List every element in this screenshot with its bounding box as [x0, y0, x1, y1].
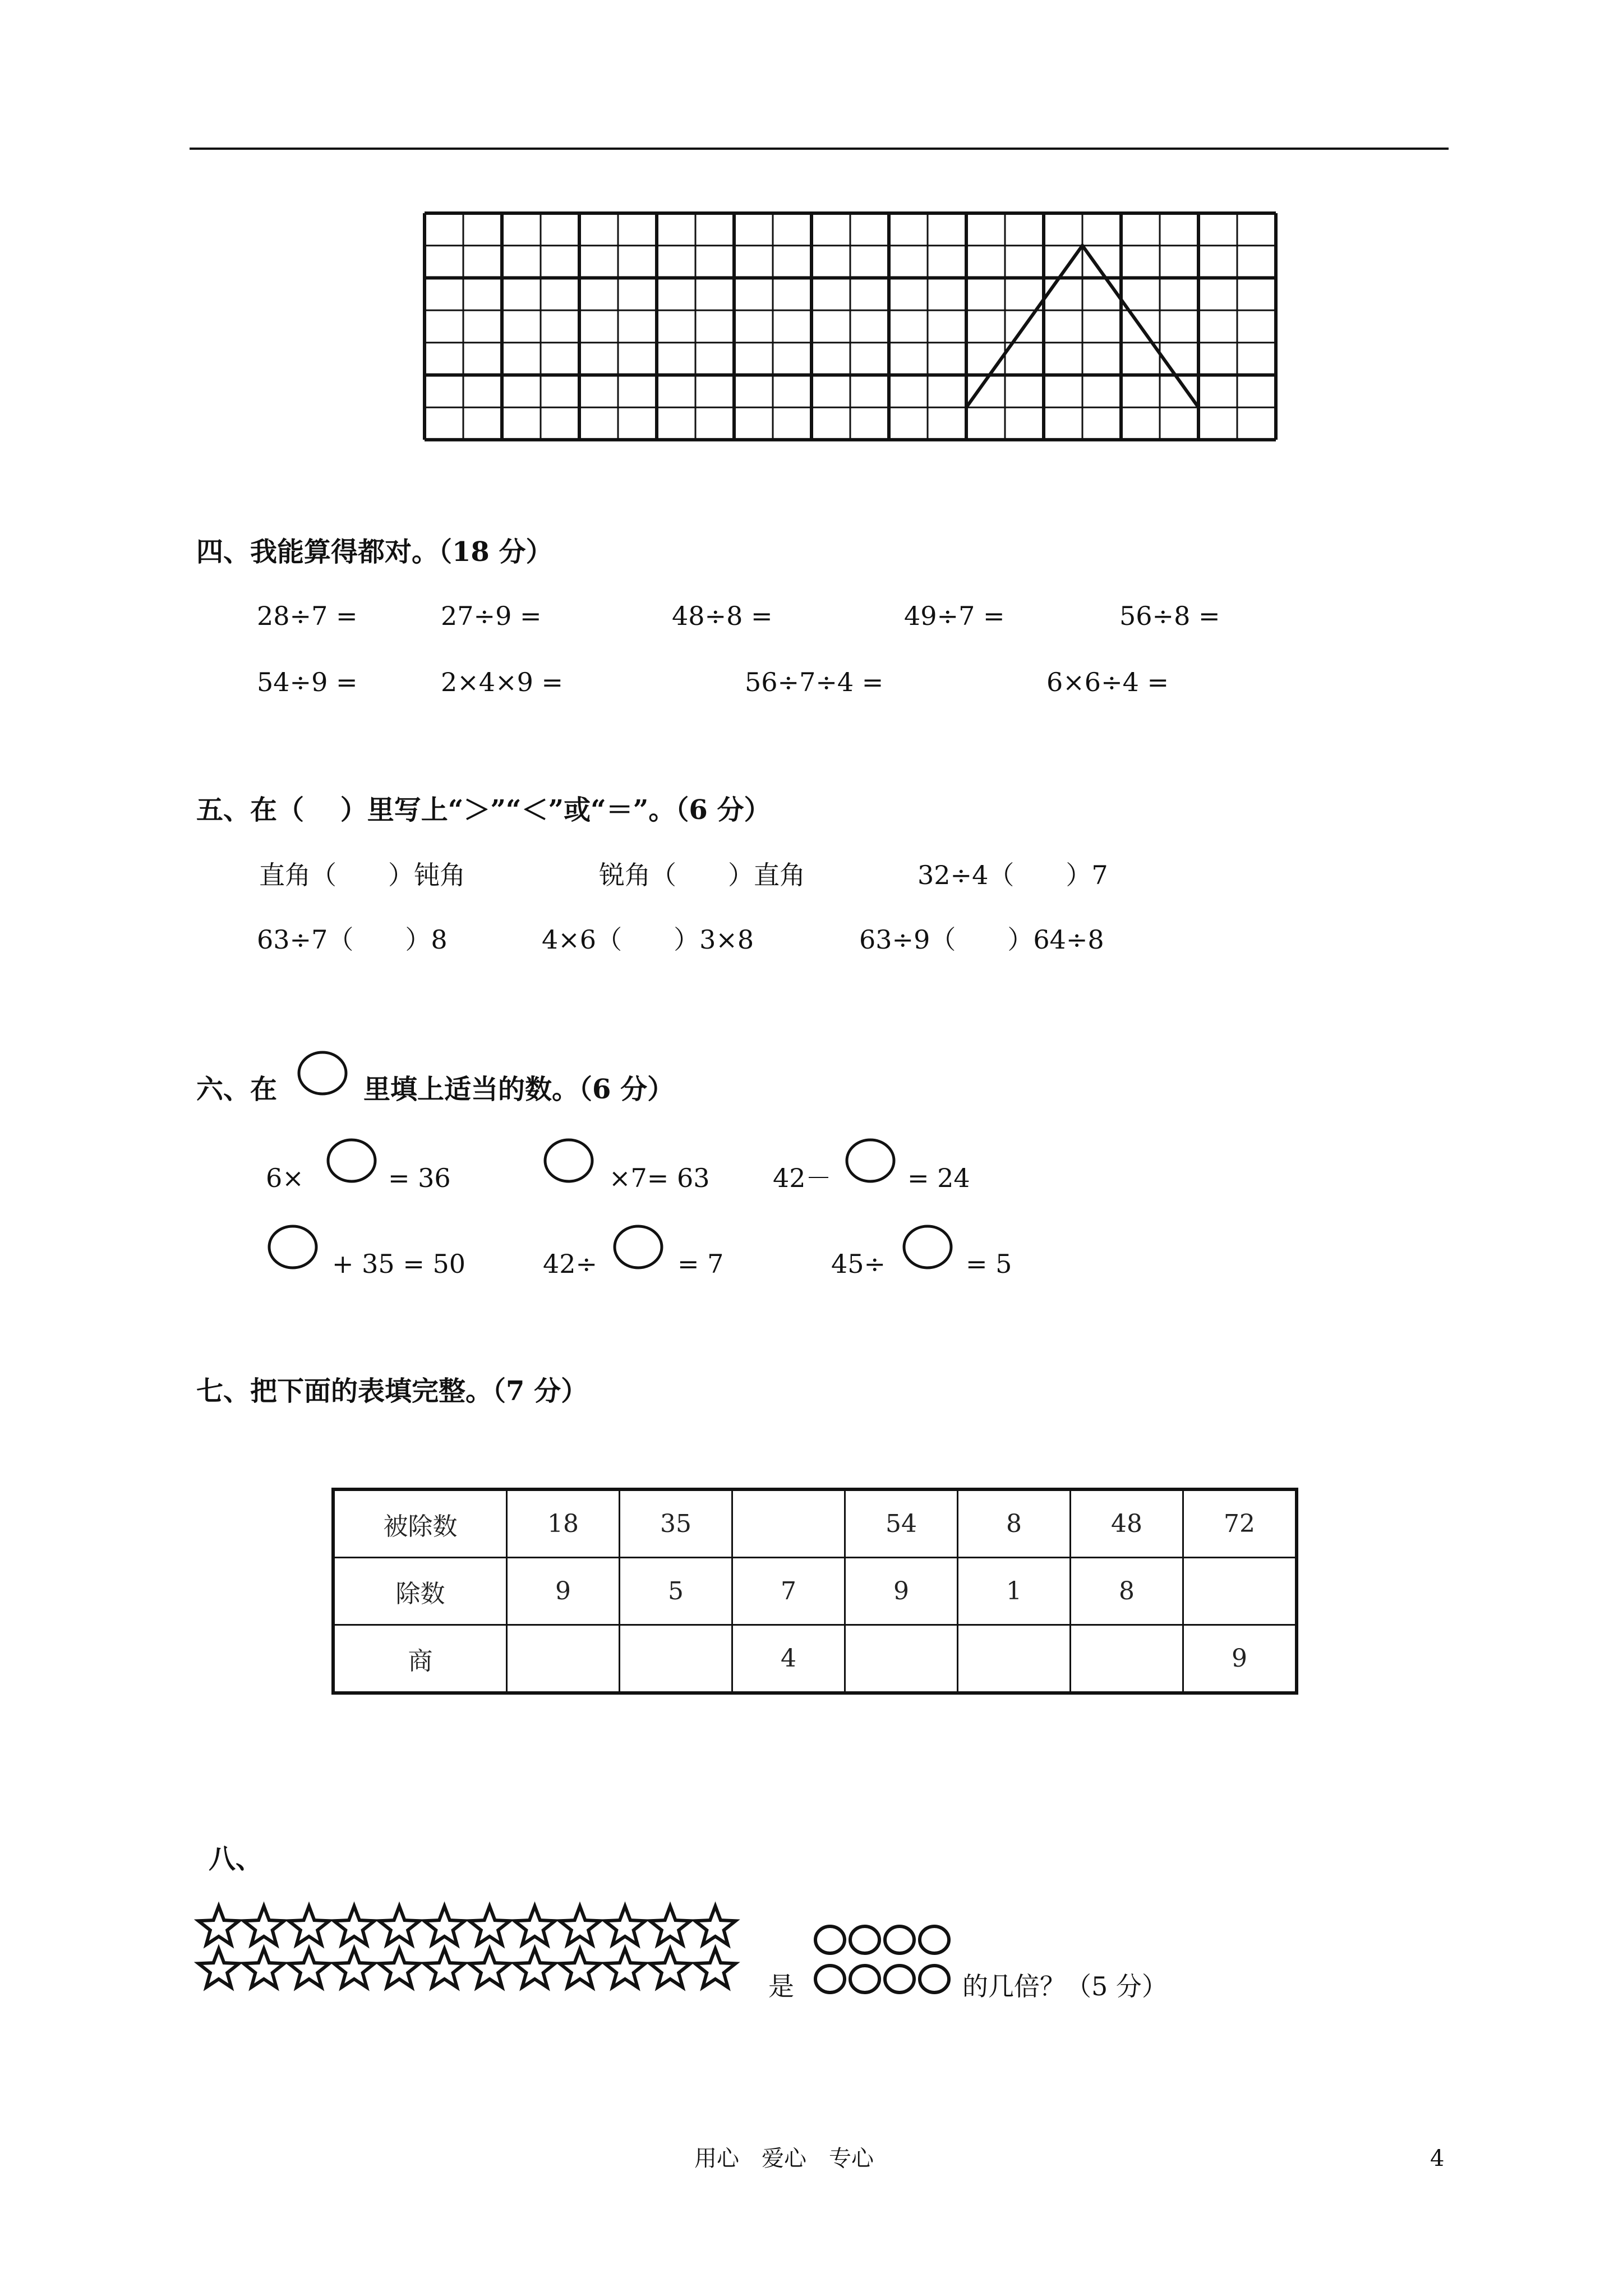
- star-icon: [289, 1906, 329, 1945]
- star-icon: [560, 1906, 600, 1945]
- fill-after: = 36: [388, 1163, 451, 1193]
- table-cell[interactable]: [507, 1625, 620, 1694]
- star-icon: [379, 1949, 419, 1987]
- section6-title-suffix: 里填上适当的数。（6 分）: [363, 1074, 675, 1105]
- star-icon: [243, 1949, 284, 1987]
- table-cell: 8: [958, 1489, 1071, 1558]
- calc-item: 6×6÷4 =: [1046, 667, 1169, 697]
- table-row: [333, 1625, 1297, 1694]
- table-cell: 9: [507, 1558, 620, 1625]
- star-icon: [199, 1949, 239, 1987]
- section7-title: 七、把下面的表填完整。（7 分）: [196, 1375, 588, 1407]
- fill-after: + 35 = 50: [332, 1249, 466, 1279]
- table-cell[interactable]: [1071, 1625, 1183, 1694]
- star-icon: [243, 1906, 284, 1945]
- calc-item: 48÷8 =: [672, 601, 773, 631]
- blank-circle-icon[interactable]: [901, 1223, 955, 1271]
- calc-item: 2×4×9 =: [441, 667, 564, 697]
- footer-text: 用心 爱心 专心: [694, 2146, 874, 2171]
- circle-icon: [920, 1966, 949, 1993]
- calc-item: 27÷9 =: [441, 601, 542, 631]
- table-cell: 4: [732, 1625, 845, 1694]
- division-table: [331, 1488, 1298, 1695]
- star-icon: [199, 1906, 239, 1945]
- circle-icon: [885, 1966, 914, 1993]
- fill-before: 42－: [773, 1163, 832, 1193]
- compare-item: 63÷7（ ）8: [257, 924, 448, 955]
- table-row: [333, 1489, 1297, 1558]
- star-icon: [424, 1906, 464, 1945]
- star-icon: [334, 1949, 374, 1987]
- table-cell: 商: [333, 1625, 507, 1694]
- calc-item: 56÷7÷4 =: [745, 667, 884, 697]
- star-icon: [289, 1949, 329, 1987]
- fill-before: 6×: [266, 1163, 304, 1193]
- stars-group: [196, 1903, 757, 2004]
- calc-item: 49÷7 =: [904, 601, 1005, 631]
- section5-title: 五、在（ ）里写上“＞”“＜”或“＝”。（6 分）: [196, 794, 771, 826]
- compare-item: 锐角（ ）直角: [599, 860, 805, 890]
- table-cell: 除数: [333, 1558, 507, 1625]
- section6-title-prefix: 六、在: [196, 1074, 278, 1105]
- table-cell[interactable]: [845, 1625, 958, 1694]
- compare-item: 32÷4（ ）7: [917, 860, 1108, 890]
- star-icon: [514, 1906, 555, 1945]
- question-text: 的几倍？（5 分）: [962, 1971, 1168, 2001]
- grid-figure: [0, 0, 1623, 505]
- table-cell: 72: [1183, 1489, 1297, 1558]
- circle-icon: [850, 1966, 879, 1993]
- table-cell: 7: [732, 1558, 845, 1625]
- title-circle-icon: [296, 1049, 349, 1097]
- circle-icon: [815, 1926, 845, 1953]
- star-icon: [605, 1906, 645, 1945]
- blank-circle-icon[interactable]: [843, 1137, 897, 1185]
- section8-title: 八、: [209, 1843, 263, 1875]
- table-cell[interactable]: [1183, 1558, 1297, 1625]
- fill-before: 45÷: [831, 1249, 886, 1279]
- connector-text: 是: [768, 1971, 794, 2001]
- table-cell: 48: [1071, 1489, 1183, 1558]
- calc-item: 54÷9 =: [257, 667, 358, 697]
- calc-item: 56÷8 =: [1119, 601, 1220, 631]
- table-cell: 被除数: [333, 1489, 507, 1558]
- table-cell: 54: [845, 1489, 958, 1558]
- table-cell: 9: [1183, 1625, 1297, 1694]
- blank-circle-icon[interactable]: [325, 1137, 379, 1185]
- fill-after: = 7: [677, 1249, 724, 1279]
- circle-icon: [885, 1926, 914, 1953]
- fill-after: ×7= 63: [609, 1163, 710, 1193]
- table-cell: 5: [620, 1558, 732, 1625]
- fill-after: = 5: [966, 1249, 1012, 1279]
- page-number: 4: [1430, 2146, 1445, 2171]
- table-cell: 1: [958, 1558, 1071, 1625]
- star-icon: [334, 1906, 374, 1945]
- fill-before: 42÷: [543, 1249, 598, 1279]
- star-icon: [560, 1949, 600, 1987]
- star-icon: [650, 1906, 690, 1945]
- star-icon: [379, 1906, 419, 1945]
- circle-icon: [815, 1966, 845, 1993]
- table-cell[interactable]: [958, 1625, 1071, 1694]
- blank-circle-icon[interactable]: [266, 1223, 320, 1271]
- table-row: [333, 1558, 1297, 1625]
- table-cell: 8: [1071, 1558, 1183, 1625]
- star-icon: [469, 1949, 510, 1987]
- compare-item: 63÷9（ ）64÷8: [859, 924, 1104, 955]
- table-cell: 35: [620, 1489, 732, 1558]
- star-icon: [650, 1949, 690, 1987]
- section4-title: 四、我能算得都对。（18 分）: [196, 536, 553, 568]
- star-icon: [695, 1906, 735, 1945]
- blank-circle-icon[interactable]: [542, 1137, 596, 1185]
- compare-item: 直角（ ）钝角: [259, 860, 465, 890]
- circles-group: [812, 1918, 969, 2003]
- table-cell[interactable]: [620, 1625, 732, 1694]
- star-icon: [514, 1949, 555, 1987]
- compare-item: 4×6（ ）3×8: [542, 924, 754, 955]
- star-icon: [695, 1949, 735, 1987]
- circle-icon: [850, 1926, 879, 1953]
- table-cell: 9: [845, 1558, 958, 1625]
- circle-icon: [920, 1926, 949, 1953]
- table-cell: 18: [507, 1489, 620, 1558]
- table-cell[interactable]: [732, 1489, 845, 1558]
- star-icon: [605, 1949, 645, 1987]
- star-icon: [424, 1949, 464, 1987]
- calc-item: 28÷7 =: [257, 601, 358, 631]
- blank-circle-icon[interactable]: [611, 1223, 665, 1271]
- star-icon: [469, 1906, 510, 1945]
- fill-after: = 24: [907, 1163, 970, 1193]
